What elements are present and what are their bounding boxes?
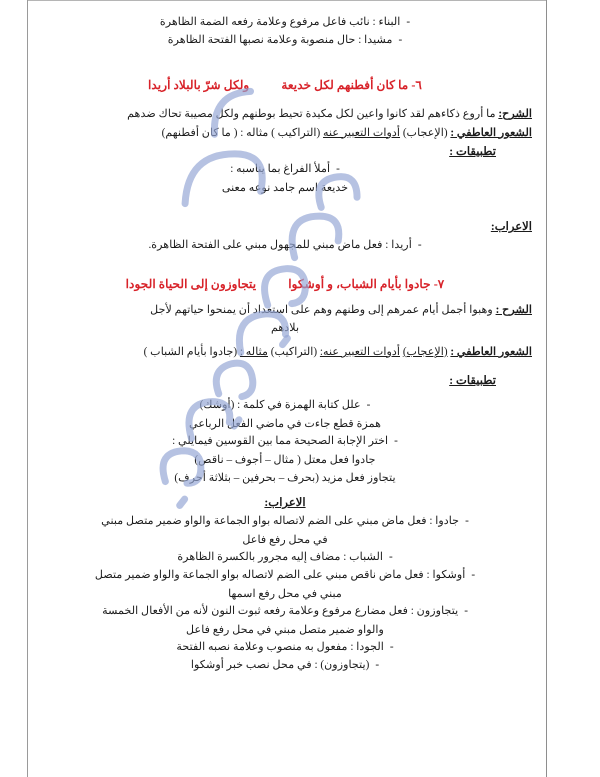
shuur-tools-value-6: (التراكيب ) (271, 126, 321, 139)
shuur-example-label-6: مثاله : (240, 126, 269, 139)
sharh-row-6 (38, 105, 532, 123)
tatbiqat-item-6-1 (38, 161, 532, 179)
iraab-item-6-1 (38, 237, 532, 255)
shuur-emotion-6: (الإعجاب) (402, 126, 448, 139)
iraab-text-6-1: أريدا : فعل ماض مبني للمجهول مبني على الفتحة الظاهرة. (148, 239, 412, 252)
tatbiqat-label-6: تطبيقات : (449, 144, 496, 158)
shuur-tools-value-7: (التراكيب) (270, 345, 318, 358)
verse-hemistich-7-1: جادوا بأيام الشباب، و أوشكوا (288, 277, 431, 292)
tatbiqat-answer-6-1: خديعة اسم جامد نوعه معنى (221, 182, 349, 195)
iraab-text-7-5: الجودا : مفعول به منصوب وعلامة نصبه الفتحة (176, 640, 384, 653)
sharh-text-7-line2: بلادهم (270, 321, 300, 334)
bullet-dash: - (388, 550, 393, 563)
top-parsing-line (38, 14, 532, 32)
top-parsing-line (38, 32, 532, 50)
tatbiqat-label-7: تطبيقات : (449, 373, 496, 387)
bullet-dash: - (389, 640, 394, 653)
shuur-label-7: الشعور العاطفي : (450, 345, 532, 358)
iraab-text-7-1: جادوا : فعل ماض مبني على الضم لاتصاله بواو الجماعة والواو ضمير متصل مبني (101, 514, 460, 527)
iraab-text-7-3-cont: مبني في محل رفع اسمها (228, 587, 342, 600)
iraab-label-6: الاعراب: (490, 220, 532, 234)
bullet-dash: - (336, 163, 340, 176)
bullet-dash: - (465, 514, 469, 527)
shuur-example-value-6: ( ما كان أفطنهم) (161, 126, 238, 139)
bullet-dash: - (398, 33, 403, 46)
iraab-text-7-4-cont: والواو ضمير متصل مبني في محل رفع فاعل (186, 623, 384, 636)
bullet-dash: - (394, 434, 398, 447)
sharh-text-6: ما أروع ذكاءهم لقد كانوا واعين لكل مكيدة تحيط بوطنهم ولكل مصيبة تحاك ضدهم (127, 108, 496, 121)
bullet-dash: - (464, 604, 468, 617)
tatbiqat-prompt-7-1: علل كتابة الهمزة في كلمة : (أوشك) (199, 398, 361, 411)
shuur-example-value-7: (جادوا بأيام الشباب ) (143, 345, 238, 358)
verse-heading-6 (38, 76, 532, 96)
tatbiqat-answer-7-2-line2: يتجاوز فعل مزيد (بحرف – بحرفين – بثلاثة أحرف) (174, 471, 396, 484)
iraab-item-7-5 (38, 639, 532, 657)
verse-hemistich-7-2: يتجاوزون إلى الحياة الجودا (125, 277, 257, 292)
tatbiqat-answer-7-1: همزة قطع جاءت في ماضي الفعل الرباعي (189, 417, 381, 430)
bullet-dash: - (366, 398, 371, 411)
shuur-tools-label-7: أدوات التعبير عنه: (319, 345, 401, 358)
tatbiqat-answer-7-2-line1: جادوا فعل معتل ( مثال – أجوف – ناقص) (194, 453, 376, 466)
iraab-item-7-2 (38, 549, 532, 567)
page-left-border (0, 0, 28, 777)
iraab-item-7-1 (38, 513, 532, 531)
page-right-border (546, 0, 600, 777)
sharh-label-7: الشرح : (495, 303, 532, 316)
iraab-label-7: الاعراب: (264, 495, 306, 509)
iraab-text-7-2: الشباب : مضاف إليه مجرور بالكسرة الظاهرة (177, 550, 383, 563)
shuur-emotion-7: (الإعجاب) (402, 345, 448, 358)
bullet-dash: - (406, 16, 411, 28)
verse-number-7: ٧- (433, 277, 445, 292)
bullet-dash: - (471, 568, 476, 581)
iraab-text-7-1-cont: في محل رفع فاعل (242, 533, 328, 546)
shuur-row-7 (38, 343, 532, 361)
iraab-item-7-3 (38, 567, 532, 585)
shuur-row-6 (38, 124, 532, 142)
verse-hemistich-6-2: ولكل شرّ بالبلاد أريدا (148, 77, 250, 92)
shuur-label-6: الشعور العاطفي : (450, 126, 532, 139)
tatbiqat-prompt-6-1: أملأ الفراغ بما يناسبه : (230, 163, 331, 176)
sharh-text-7-line1: وهبوا أجمل أيام عمرهم إلى وطنهم وهم على استعداد أن يمنحوا حياتهم لأجل (150, 303, 493, 316)
sharh-label-6: الشرح: (498, 108, 532, 121)
document-content (28, 0, 546, 777)
top-parsing-text: مشيدا : حال منصوبة وعلامة نصبها الفتحة الظاهرة (167, 33, 393, 46)
sharh-row-7 (38, 301, 532, 319)
verse-number-6: ٦- (411, 77, 422, 92)
top-parsing-text: البناء : نائب فاعل مرفوع وعلامة رفعه الضمة الظاهرة (159, 16, 401, 28)
iraab-item-7-4 (38, 603, 532, 621)
tatbiqat-item-7-1 (38, 397, 532, 415)
bullet-dash: - (417, 239, 422, 252)
iraab-text-7-3: أوشكوا : فعل ماض ناقص مبني على الضم لاتصاله بواو الجماعة والواو ضمير متصل (94, 568, 466, 581)
shuur-example-label-7: مثاله : (239, 345, 268, 358)
verse-hemistich-6-1: ما كان أفطنهم لكل خديعة (281, 77, 409, 92)
tatbiqat-prompt-7-2: اختر الإجابة الصحيحة مما بين القوسين فيمايلي : (172, 434, 389, 447)
tatbiqat-item-7-2 (38, 433, 532, 451)
iraab-item-7-6 (38, 657, 532, 675)
page-top-border (27, 0, 547, 4)
iraab-text-7-6: (يتجاوزون) : في محل نصب خبر أوشكوا (190, 658, 370, 671)
iraab-text-7-4: يتجاوزون : فعل مضارع مرفوع وعلامة رفعه ثبوت النون لأنه من الأفعال الخمسة (102, 604, 459, 617)
bullet-dash: - (375, 658, 380, 671)
shuur-tools-label-6: أدوات التعبير عنه (323, 126, 401, 139)
verse-heading-7 (38, 275, 532, 295)
